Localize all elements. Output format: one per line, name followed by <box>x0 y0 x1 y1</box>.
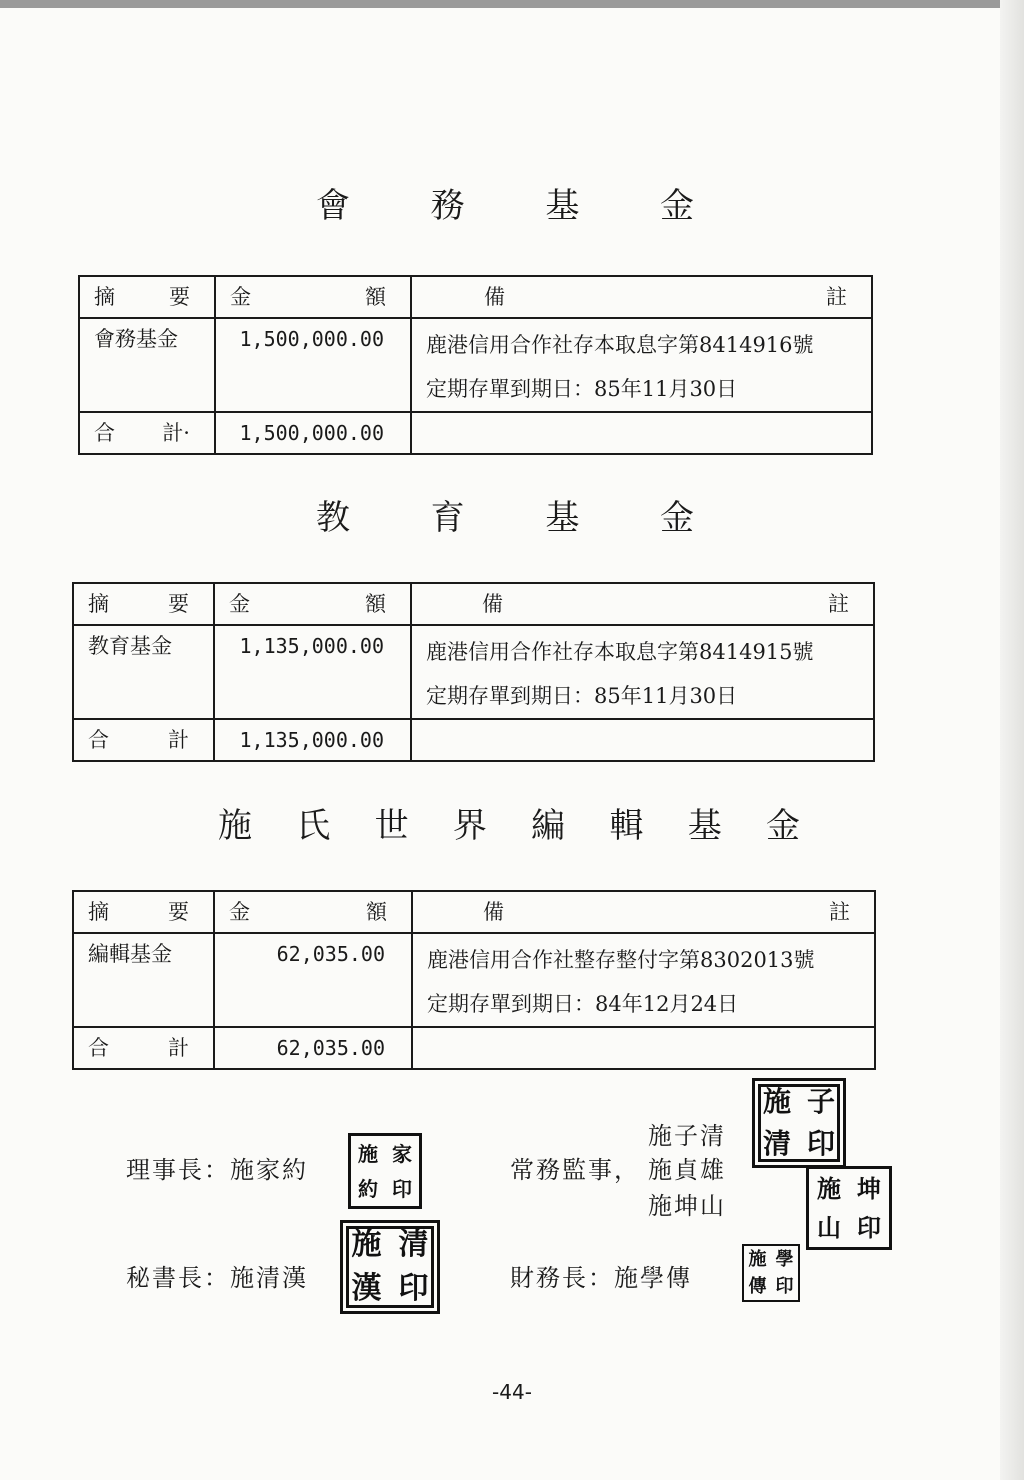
header-summary: 摘 要 <box>73 891 214 933</box>
treasurer-seal: 施 學 傳 印 <box>742 1244 800 1302</box>
total-amount: 1,500,000.00 <box>215 412 411 454</box>
row-amount: 62,035.00 <box>214 933 412 1027</box>
page-number: -44- <box>492 1380 532 1404</box>
header-note: 備 註 <box>411 276 872 318</box>
total-label: 合 計 <box>73 1027 214 1069</box>
header-summary: 摘 要 <box>79 276 215 318</box>
table-row <box>79 318 872 412</box>
total-label: 合 計· <box>79 412 215 454</box>
supervisor-name-1: 施子清 <box>648 1122 726 1150</box>
header-amount: 金 額 <box>214 583 411 625</box>
note-account: 鹿港信用合作社存本取息字第8414916號 <box>426 333 814 357</box>
row-note <box>412 933 875 1027</box>
total-amount: 1,135,000.00 <box>214 719 411 761</box>
fund-table-education <box>72 582 875 762</box>
row-fund-name: 編輯基金 <box>73 933 214 1027</box>
header-note: 備 註 <box>412 891 875 933</box>
row-fund-name: 會務基金 <box>79 318 215 412</box>
section-title-education-fund: 教 育 基 金 <box>316 498 694 538</box>
row-amount: 1,500,000.00 <box>215 318 411 412</box>
row-note <box>411 318 872 412</box>
table-header-row <box>73 583 874 625</box>
note-account: 鹿港信用合作社存本取息字第8414915號 <box>426 640 814 664</box>
fund-table-membership <box>78 275 873 455</box>
note-maturity: 定期存單到期日：85年11月30日 <box>426 377 738 401</box>
supervisor-seal-1: 施 子 清 印 <box>752 1078 846 1168</box>
fund-table-editorial <box>72 890 876 1070</box>
table-total-row <box>73 719 874 761</box>
header-note: 備 註 <box>411 583 874 625</box>
header-amount: 金 額 <box>214 891 412 933</box>
table-row <box>73 933 875 1027</box>
total-note <box>411 412 872 454</box>
supervisor-name-3: 施坤山 <box>648 1192 726 1220</box>
total-label: 合 計 <box>73 719 214 761</box>
table-row <box>73 625 874 719</box>
section-title-membership-fund: 會 務 基 金 <box>316 186 694 226</box>
header-amount: 金 額 <box>215 276 411 318</box>
section-title-editorial-fund: 施 氏 世 界 編 輯 基 金 <box>218 806 800 846</box>
row-amount: 1,135,000.00 <box>214 625 411 719</box>
supervisor-name-2: 施貞雄 <box>648 1156 726 1184</box>
supervisor-seal-3: 施 坤 山 印 <box>806 1166 892 1250</box>
table-header-row <box>79 276 872 318</box>
scan-top-edge <box>0 0 1024 8</box>
scan-right-edge <box>1000 0 1024 1480</box>
row-fund-name: 教育基金 <box>73 625 214 719</box>
secretary-seal: 施 清 漢 印 <box>340 1220 440 1314</box>
total-note <box>412 1027 875 1069</box>
treasurer-signature: 財務長：施學傳 <box>510 1264 692 1292</box>
secretary-signature: 秘書長：施清漢 <box>126 1264 308 1292</box>
note-maturity: 定期存單到期日：84年12月24日 <box>427 992 739 1016</box>
chairman-signature: 理事長：施家約 <box>126 1156 308 1184</box>
header-summary: 摘 要 <box>73 583 214 625</box>
table-total-row <box>73 1027 875 1069</box>
note-account: 鹿港信用合作社整存整付字第8302013號 <box>427 948 815 972</box>
note-maturity: 定期存單到期日：85年11月30日 <box>426 684 738 708</box>
table-header-row <box>73 891 875 933</box>
total-amount: 62,035.00 <box>214 1027 412 1069</box>
row-note <box>411 625 874 719</box>
table-total-row <box>79 412 872 454</box>
total-note <box>411 719 874 761</box>
chairman-seal: 施 家 約 印 <box>348 1133 422 1209</box>
supervisor-label: 常務監事， <box>510 1156 640 1184</box>
